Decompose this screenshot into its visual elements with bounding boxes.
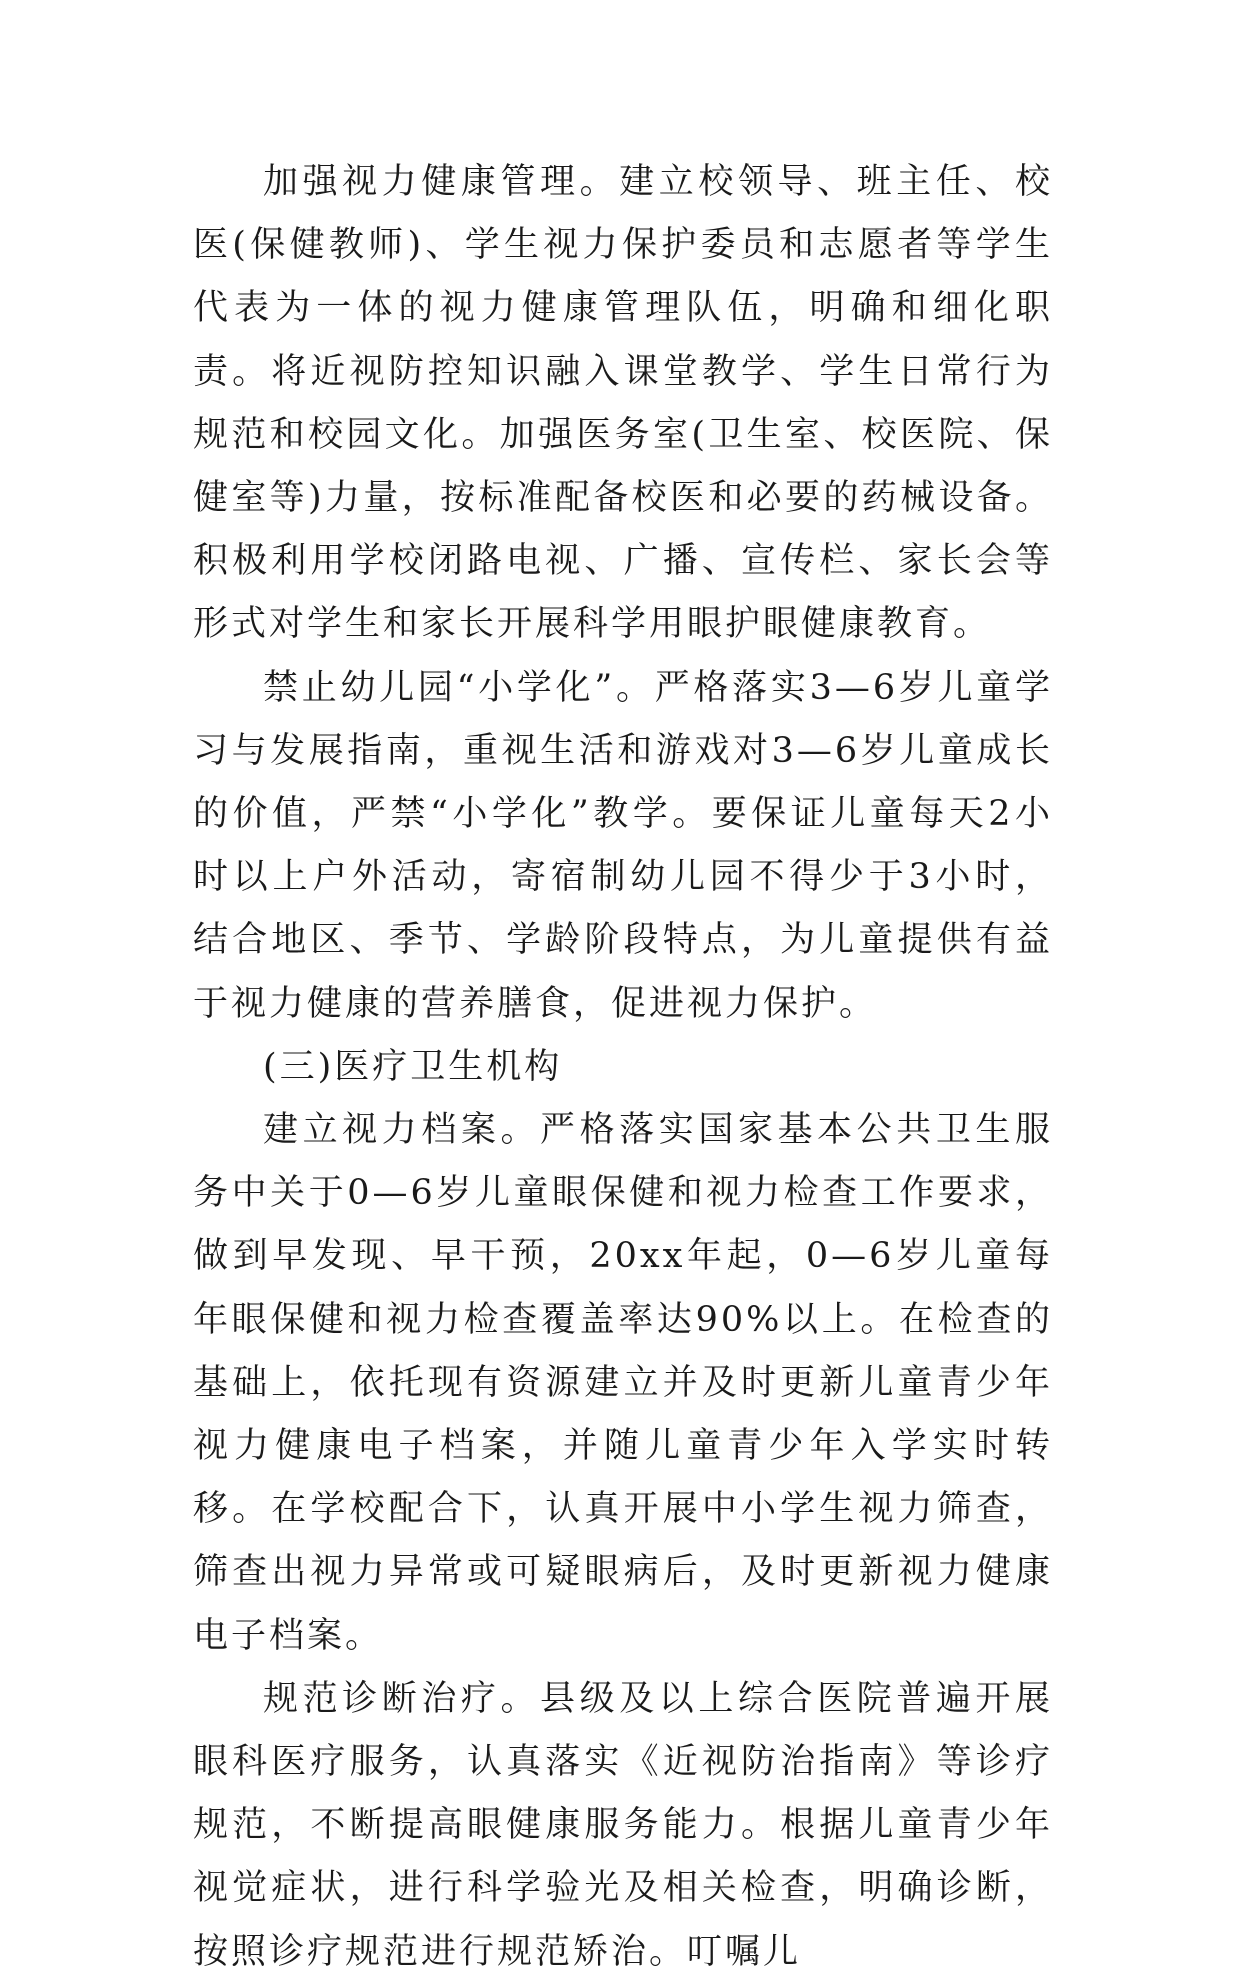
paragraph-diagnosis-treatment: 规范诊断治疗。县级及以上综合医院普遍开展眼科医疗服务，认真落实《近视防治指南》等诊疗规范，不断提高眼健康服务能力。根据儿童青少年视觉症状，进行科学验光及相关检查，明确诊断，按照诊疗规范进行规范矫治。叮嘱儿 (193, 1678, 1053, 1972)
document-body (193, 151, 1053, 1984)
paragraph-vision-records: 建立视力档案。严格落实国家基本公共卫生服务中关于0—6岁儿童眼保健和视力检查工作要求，做到早发现、早干预，20xx年起，0—6岁儿童每年眼保健和视力检查覆盖率达90%以上。在检查的基础上，依托现有资源建立并及时更新儿童青少年视力健康电子档案，并随儿童青少年入学实时转移。在学校配合下，认真开展中小学生视力筛查，筛查出视力异常或可疑眼病后，及时更新视力健康电子档案。 (193, 1110, 1053, 1656)
section-heading-medical-institutions: (三)医疗卫生机构 (263, 1046, 563, 1087)
paragraph-kindergarten-no-primary: 禁止幼儿园“小学化”。严格落实3—6岁儿童学习与发展指南，重视生活和游戏对3—6岁儿童成长的价值，严禁“小学化”教学。要保证儿童每天2小时以上户外活动，寄宿制幼儿园不得少于3小时，结合地区、季节、学龄阶段特点，为儿童提供有益于视力健康的营养膳食，促进视力保护。 (193, 667, 1053, 1024)
paragraph-vision-health-management: 加强视力健康管理。建立校领导、班主任、校医(保健教师)、学生视力保护委员和志愿者等学生代表为一体的视力健康管理队伍，明确和细化职责。将近视防控知识融入课堂教学、学生日常行为规范和校园文化。加强医务室(卫生室、校医院、保健室等)力量，按标准配备校医和必要的药械设备。积极利用学校闭路电视、广播、宣传栏、家长会等形式对学生和家长开展科学用眼护眼健康教育。 (193, 162, 1053, 645)
